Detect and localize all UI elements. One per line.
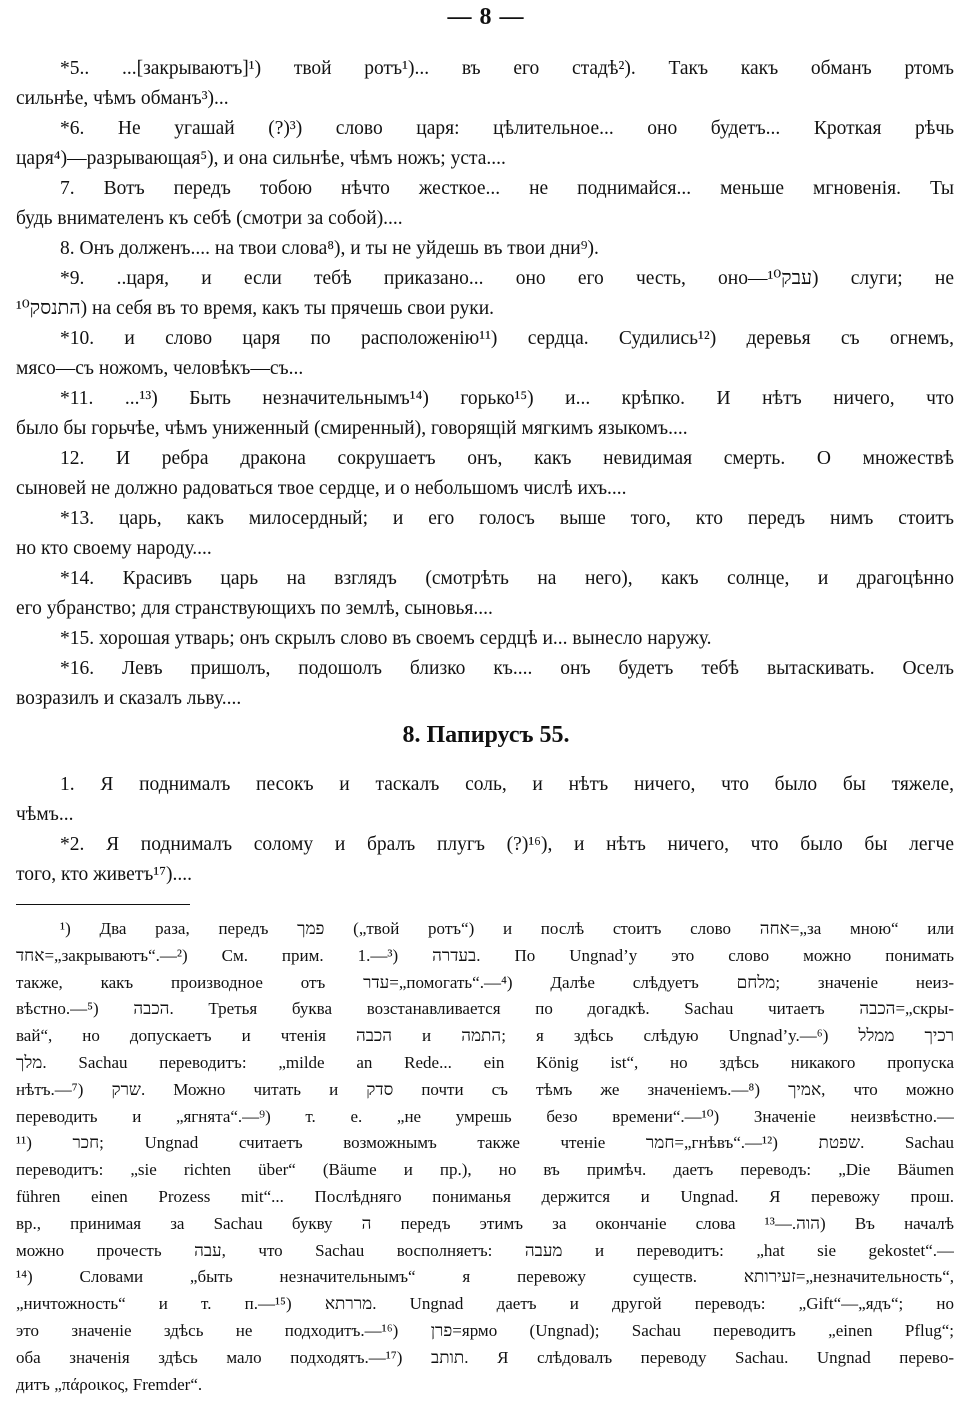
verse-line: 12. И ребра дракона сокрушаетъ онъ, какъ невидимая смерть. О множествѣ [60,448,954,469]
footnote-line: ¹¹) חכר; Ungnad считаетъ возможнымъ также чтеніе חמר=„гнѣвъ“.—¹²) שפטת. Sachau [16,1133,954,1153]
verse-line: царя⁴)—разрывающая⁵), и она сильнѣе, чѣмъ ножъ; уста.... [16,148,506,169]
verse-line: 8. Онъ долженъ.... на твои слова⁸), и ты не уйдешь въ твои дни⁹). [60,238,599,259]
footnote-line: оба значенія здѣсь мало подходятъ.—¹⁷) תותב. Я слѣдовалъ переводу Sachau. Ungnad перево- [16,1347,954,1367]
verse-line: сыновей не должно радоваться твое сердце, и о небольшомъ числѣ ихъ.... [16,478,627,499]
verse-line: сильнѣе, чѣмъ обманъ³)... [16,88,229,109]
footnote-line: вр., принимая за Sachau букву ה передъ этимъ за окончаніе слова הוה.—¹³) Въ началѣ [16,1213,954,1233]
footnote-line: можно прочесть עבה, что Sachau восполняетъ: מעבה и переводитъ: „hat sie gekostet“.— [16,1240,954,1260]
footnote-line: дитъ „πάροικος, Fremder“. [16,1374,203,1394]
footnote-line: переводитъ: „sie richten über“ (Bäume и пр.), но въ примѣч. даетъ переводъ: „Die Bäumen [16,1160,954,1180]
verse-line: будь внимателенъ къ себѣ (смотри за собой).... [16,208,403,229]
footnote-rule [16,904,190,905]
footnote-line: нѣтъ.—⁷) שרק. Можно читать и סדק почти съ тѣмъ же значеніемъ.—⁸) אמיך, что можно [16,1079,954,1099]
section-verse-line: чѣмъ... [16,804,74,825]
verse-line: *14. Красивъ царь на взглядъ (смотрѣть на него), какъ солнце, и драгоцѣнно [60,568,954,589]
verse-line: было бы горьчѣе, чѣмъ униженный (смиренный), говорящій мягкимъ языкомъ.... [16,418,688,439]
footnote-line: это значеніе здѣсь не подходитъ.—¹⁶) פרן=ярмо (Ungnad); Sachau переводитъ „einen Pflug“; [16,1320,954,1340]
footnote-line: ¹⁴) Словами „быть незначительнымъ“ я перевожу существ. זעירותא=„незначительность“, [16,1267,954,1287]
section-verses-block [16,770,954,890]
verses-block [16,54,954,714]
verse-line: *13. царь, какъ милосердный; и его голосъ выше того, кто передъ нимъ стоитъ [60,508,954,529]
verse-line: *15. хорошая утварь; онъ скрылъ слово въ своемъ сердцѣ и... вынесло наружу. [60,628,712,649]
page-number: — 8 — [447,4,525,30]
footnote-line: מלך. Sachau переводитъ: „milde an Rede... ein König ist“, но здѣсь никакого пропуска [16,1052,954,1072]
footnote-line: ¹) Два раза, передъ פמך („твой ротъ“) и послѣ стоитъ слово אחה=„за мною“ или [60,919,954,938]
verse-line: התנסק¹⁰) на себя въ то время, какъ ты прячешь свои руки. [16,298,495,319]
footnote-line: вѣстно.—⁵) הכבה. Третья буква возстанавливается по догадкѣ. Sachau читаетъ הכבה=„скры- [16,999,954,1019]
footnote-line: вай“, но допускаетъ и чтенія הכבה и התמה; я здѣсь слѣдую Ungnad’y.—⁶) רכיך ממלל [16,1026,954,1046]
verse-line: возразилъ и сказалъ льву.... [16,688,242,709]
verse-line: *11. ...¹³) Быть незначительнымъ¹⁴) горько¹⁵) и... крѣпко. И нѣтъ ничего, что [60,388,954,409]
footnote-line: אחד=„закрываютъ“.—²) См. прим. 1.—³) בעדרה. По Ungnad’у это слово можно понимать [16,945,954,965]
verse-line: *6. Не угашай (?)³) слово царя: цѣлительное... оно будетъ... Кроткая рѣчь [60,118,954,139]
section-verse-line: того, кто живетъ¹⁷).... [16,864,193,885]
section-heading: 8. Папирусъ 55. [402,722,570,748]
section-verse-line: 1. Я поднималъ песокъ и таскалъ соль, и нѣтъ ничего, что было бы тяжеле, [60,774,954,795]
verse-line: *16. Левъ пришолъ, подошолъ близко къ.... онъ будетъ тебѣ вытаскивать. Оселъ [60,658,954,679]
verse-line: 7. Вотъ передъ тобою нѣчто жесткое... не поднимайся... меньше мгновенія. Ты [60,178,954,199]
section-verse-line: *2. Я поднималъ солому и бралъ плугъ (?)¹⁶), и нѣтъ ничего, что было бы легче [60,834,954,855]
verse-line: но кто своему народу.... [16,538,212,559]
footnote-line: „ничтожность“ и т. п.—¹⁵) מררתא. Ungnad даетъ и другой переводъ: „Gift“—„ядъ“; но [16,1294,954,1314]
verse-line: *9. ..царя, и если тебѣ приказано... оно его честь, оно—עבק¹⁰) слуги; не [60,268,954,289]
footnote-line: также, какъ производное отъ עדר=„помогать“.—⁴) Далѣе слѣдуетъ מלחם; значеніе неиз- [16,972,954,992]
verse-line: мясо—съ ножомъ, человѣкъ—съ... [16,358,304,379]
footnotes-block [16,916,954,1398]
verse-line: *10. и слово царя по расположенію¹¹) сердца. Судились¹²) деревья съ огнемъ, [60,328,954,349]
verse-line: его убранство; для странствующихъ по землѣ, сыновья.... [16,598,493,619]
footnote-line: переводить и „ягнята“.—⁹) т. е. „не умрешь безо времени“.—¹⁰) Значеніе неизвѣстно.— [16,1106,954,1126]
footnote-line: führen einen Prozess mit“... Послѣдняго пониманья держится и Ungnad. Я перевожу прош. [16,1186,954,1206]
verse-line: *5.. ...[закрываютъ]¹) твой ротъ¹)... въ его стадѣ²). Такъ какъ обманъ ртомъ [60,58,954,79]
